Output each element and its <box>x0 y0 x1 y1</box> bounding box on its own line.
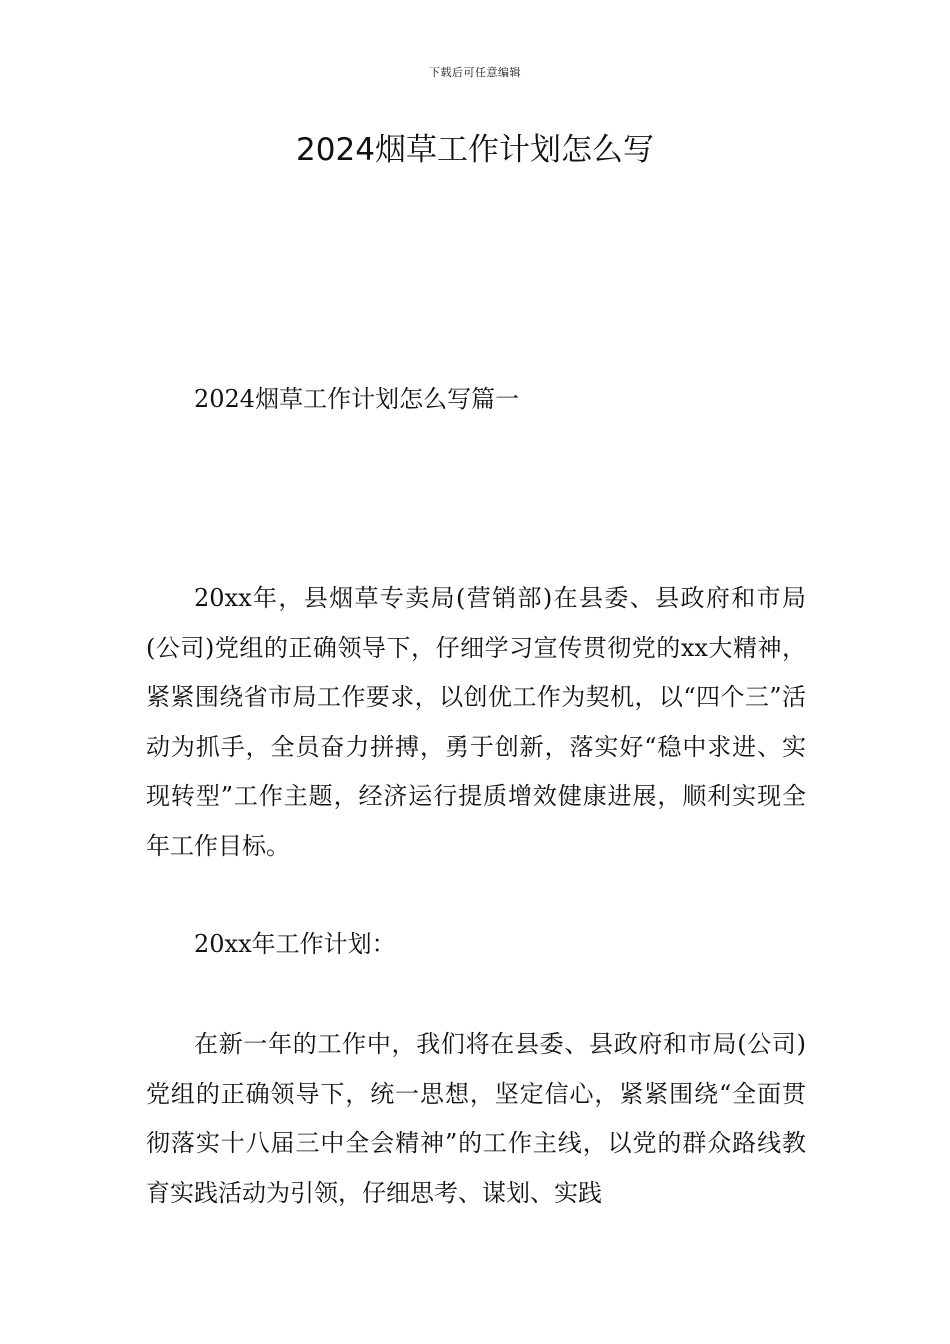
plan-heading: 20xx年工作计划： <box>194 930 396 958</box>
section-heading: 2024烟草工作计划怎么写篇一 <box>194 385 520 413</box>
body-paragraph: 在新一年的工作中，我们将在县委、县政府和市局(公司)党组的正确领导下，统一思想，坚定信心，紧紧围绕“全面贯彻落实十八届三中全会精神”的工作主线，以党的群众路线教育实践活动为引领，仔细思考、谋划、实践 <box>146 1030 806 1207</box>
document-title: 2024烟草工作计划怎么写 <box>296 132 654 168</box>
page-header-note: 下载后可任意编辑 <box>429 66 521 79</box>
body-paragraph: 20xx年，县烟草专卖局(营销部)在县委、县政府和市局(公司)党组的正确领导下，仔细学习宣传贯彻党的xx大精神，紧紧围绕省市局工作要求，以创优工作为契机，以“四个三”活动为抓手，全员奋力拼搏，勇于创新，落实好“稳中求进、实现转型”工作主题，经济运行提质增效健康进展，顺利实现全年工作目标。 <box>146 584 806 860</box>
